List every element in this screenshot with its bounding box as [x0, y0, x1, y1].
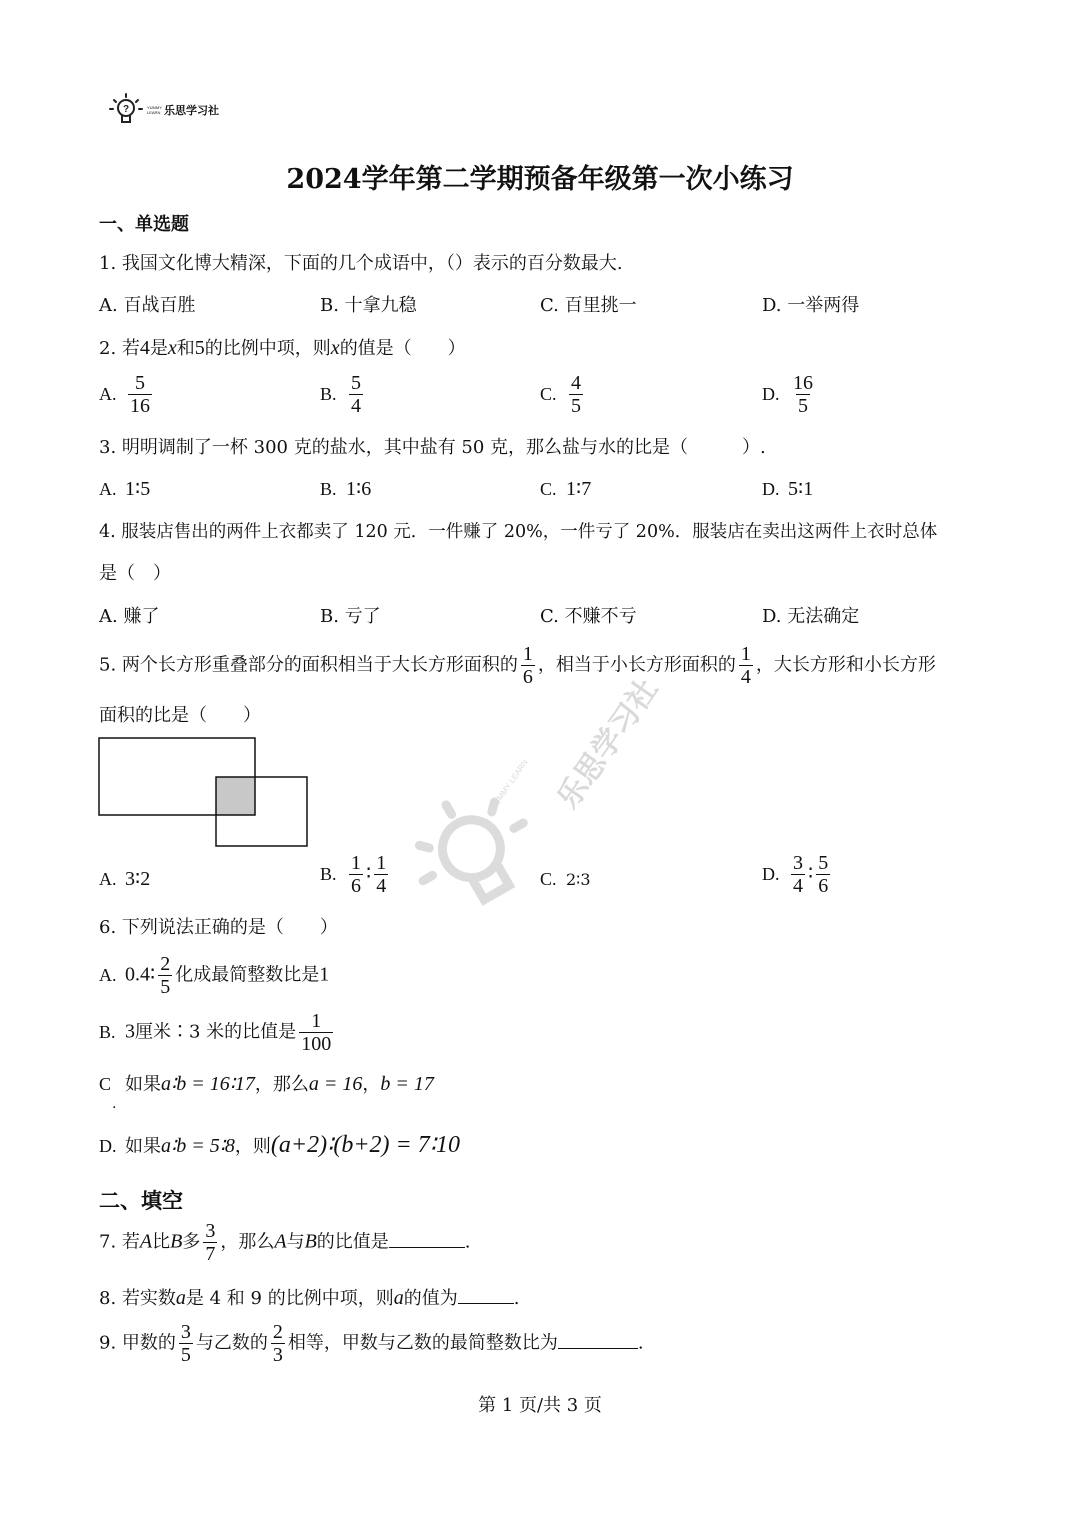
var: A — [274, 1230, 287, 1253]
watermark-brand-text: 乐思学习社 — [550, 672, 666, 816]
numerator: 3 — [180, 1321, 191, 1343]
q6-option-c — [99, 1073, 434, 1096]
question-6: 6. 下列说法正确的是（ ） — [99, 917, 338, 938]
denominator: 5 — [180, 1344, 191, 1366]
option-label: C — [99, 1074, 112, 1094]
math: (a+2)∶(b+2) = 7∶10 — [270, 1132, 460, 1158]
q6-option-c-dot: . — [112, 1096, 117, 1112]
math: 1 — [319, 963, 330, 986]
q2-var: x — [167, 337, 177, 359]
q1-option-c: C. 百里挑一 — [540, 295, 637, 316]
option-label: B. — [320, 383, 337, 404]
option-label: A. — [99, 479, 117, 499]
q2-text: 的比例中项，则 — [204, 338, 331, 359]
denominator: 6 — [351, 875, 361, 897]
q6-option-a — [99, 953, 329, 998]
q2-num: 4 — [139, 337, 150, 359]
q2-text: 是 — [149, 338, 168, 359]
option-text: ，那么 — [254, 1074, 309, 1095]
q2-var: x — [330, 337, 340, 359]
denominator: 7 — [205, 1243, 216, 1265]
var: B — [170, 1230, 183, 1253]
numerator: 16 — [793, 372, 813, 394]
option-label: A. — [99, 869, 117, 889]
q7-text: 7. 若 — [99, 1231, 140, 1253]
var: a — [393, 1287, 404, 1309]
numerator: 5 — [818, 852, 829, 874]
denominator: 100 — [301, 1033, 332, 1055]
option-text: 如果 — [125, 1074, 161, 1095]
question-3: 3. 明明调制了一杯 300 克的盐水，其中盐有 50 克，那么盐与水的比是（ ）. — [99, 437, 766, 458]
option-label: B. — [99, 1021, 116, 1042]
fraction — [791, 852, 805, 897]
option-value: 1∶6 — [346, 478, 372, 500]
q8-text: 的值为 — [403, 1288, 458, 1309]
fraction — [349, 372, 363, 417]
question-2 — [99, 337, 466, 360]
q5-text: 5. 两个长方形重叠部分的面积相当于大长方形面积的 — [99, 654, 518, 676]
question-5-line1 — [99, 643, 936, 688]
numerator: 1 — [376, 852, 387, 874]
option-value: 3∶2 — [125, 868, 151, 890]
fraction — [349, 852, 363, 897]
q9-text: 9. 甲数的 — [99, 1332, 176, 1354]
fraction — [128, 372, 152, 417]
option-label: D. — [762, 383, 780, 404]
page-title: 2024学年第二学期预备年级第一次小练习 — [286, 164, 794, 195]
denominator: 6 — [818, 875, 829, 897]
q8-text: . — [513, 1288, 520, 1309]
q4-option-c: C. 不赚不亏 — [540, 606, 637, 627]
fraction — [179, 1321, 193, 1366]
question-5-line2: 面积的比是（ ） — [99, 705, 261, 726]
section-heading: 二、填空 — [99, 1188, 183, 1213]
fraction — [791, 372, 815, 417]
option-label: C. — [540, 383, 557, 404]
watermark-lightbulb-icon — [386, 766, 564, 944]
denominator: 4 — [351, 395, 361, 417]
question-8 — [99, 1285, 519, 1310]
question-4-line1: 4. 服装店售出的两件上衣都卖了 120 元．一件赚了 20%，一件亏了 20%．服装店在卖出这两件上衣时总体 — [99, 522, 938, 542]
q5-text: ，大长方形和小长方形 — [755, 654, 936, 676]
q2-text: 和 — [176, 338, 195, 359]
math: a∶b = 16∶17 — [161, 1073, 255, 1095]
q7-text: 比 — [152, 1231, 171, 1253]
q7-text: ，那么 — [220, 1231, 275, 1253]
q6-option-b — [99, 1010, 336, 1055]
numerator: 1 — [522, 643, 533, 665]
section-heading: 一、单选题 — [99, 214, 189, 235]
q1-option-a: A. 百战百胜 — [99, 295, 196, 316]
numerator: 1 — [351, 852, 361, 874]
fraction — [374, 852, 388, 897]
denominator: 3 — [272, 1344, 283, 1366]
denominator: 5 — [798, 395, 808, 417]
q4-option-b: B. 亏了 — [320, 606, 381, 627]
page-number: 第 1 页/共 3 页 — [478, 1395, 602, 1416]
var: a — [175, 1287, 186, 1309]
answer-blank[interactable] — [458, 1285, 514, 1304]
math: a = 16 — [308, 1073, 363, 1095]
q5-option-a — [99, 868, 150, 891]
option-label: A. — [99, 383, 117, 404]
q6-option-d — [99, 1134, 460, 1158]
q2-option-d — [762, 372, 818, 417]
q2-num: 5 — [194, 337, 205, 359]
q7-text: 的比值是 — [316, 1231, 389, 1253]
denominator: 4 — [740, 666, 751, 688]
fraction — [521, 643, 535, 688]
q7-text: 与 — [286, 1231, 305, 1253]
q1-option-b: B. 十拿九稳 — [320, 295, 417, 316]
math: 0.4∶ — [125, 963, 156, 986]
denominator: 6 — [522, 666, 533, 688]
logo-brand-text: 乐思学习社 — [164, 104, 219, 117]
answer-blank[interactable] — [389, 1229, 465, 1248]
option-label: D. — [99, 1136, 117, 1156]
q3-option-d — [762, 478, 813, 501]
q3-option-b — [320, 478, 371, 501]
numerator: 5 — [351, 372, 361, 394]
option-label: D. — [762, 863, 780, 884]
q1-option-d: D. 一举两得 — [762, 295, 860, 316]
math: 3 — [125, 1020, 135, 1043]
math: b = 17 — [380, 1073, 434, 1095]
numerator: 1 — [740, 643, 751, 665]
option-text: 厘米∶3 米的比值是 — [135, 1021, 297, 1043]
denominator: 16 — [130, 395, 150, 417]
q5-option-c — [540, 868, 591, 891]
logo-small-text: YUMMY LEARN — [147, 105, 162, 115]
q4-option-d: D. 无法确定 — [762, 606, 860, 627]
numerator: 5 — [135, 372, 145, 394]
option-label: B. — [320, 863, 337, 884]
q2-option-b — [320, 372, 366, 417]
option-value: 5∶1 — [788, 478, 814, 500]
denominator: 5 — [160, 976, 171, 998]
q9-text: . — [637, 1332, 644, 1354]
q8-text: 是 4 和 9 的比例中项，则 — [185, 1288, 394, 1309]
brand-logo — [108, 92, 219, 128]
numerator: 3 — [205, 1220, 216, 1242]
svg-text:?: ? — [123, 104, 130, 115]
option-value: 2∶3 — [566, 870, 591, 889]
overlapping-rectangles-figure — [97, 736, 312, 850]
question-7 — [99, 1220, 471, 1265]
lightbulb-icon — [108, 92, 144, 128]
q5-text: ，相当于小长方形面积的 — [537, 654, 736, 676]
answer-blank[interactable] — [558, 1330, 638, 1349]
numerator: 1 — [311, 1010, 322, 1032]
q8-text: 8. 若实数 — [99, 1288, 176, 1309]
option-value: 1∶7 — [566, 478, 592, 500]
q7-text: . — [464, 1231, 471, 1253]
q5-option-d: D. $\frac{3}{4}$ ∶ $\frac{5}{6}$ — [762, 852, 829, 897]
option-value: 1∶5 — [125, 478, 151, 500]
q5-option-b: B. $\frac{1}{6}$ ∶ $\frac{1}{4}$ — [320, 852, 387, 897]
option-text: ， — [362, 1074, 381, 1095]
denominator: 5 — [571, 395, 581, 417]
overlap-shaded-region — [216, 777, 255, 815]
option-label: C. — [540, 869, 557, 889]
option-text: 如果 — [125, 1136, 161, 1157]
math: a∶b = 5∶8 — [161, 1135, 235, 1157]
fraction — [739, 643, 753, 688]
var: B — [304, 1230, 317, 1253]
fraction — [299, 1010, 333, 1055]
numerator: 2 — [272, 1321, 283, 1343]
fraction — [158, 953, 172, 998]
numerator: 3 — [793, 852, 803, 874]
question-4-line2: 是（ ） — [99, 563, 171, 584]
option-text: 化成最简整数比是 — [175, 964, 320, 986]
question-9 — [99, 1321, 644, 1366]
q3-option-c — [540, 478, 591, 501]
q3-option-a — [99, 478, 150, 501]
option-label: A. — [99, 964, 117, 985]
q2-text: 2. 若 — [99, 338, 140, 359]
var: A — [139, 1230, 153, 1253]
numerator: 4 — [571, 372, 581, 394]
option-label: B. — [320, 479, 337, 499]
option-label: D. — [762, 479, 780, 499]
denominator: 4 — [793, 875, 803, 897]
q7-text: 多 — [182, 1231, 201, 1253]
watermark-small-text: YUMMY LEARN — [488, 757, 530, 812]
numerator: 2 — [160, 953, 171, 975]
fraction — [816, 852, 830, 897]
fraction — [271, 1321, 285, 1366]
option-text: ，则 — [234, 1136, 271, 1157]
q9-text: 相等，甲数与乙数的最简整数比为 — [287, 1332, 558, 1354]
denominator: 4 — [376, 875, 387, 897]
option-label: C. — [540, 479, 557, 499]
q9-text: 与乙数的 — [195, 1332, 268, 1354]
q4-option-a: A. 赚了 — [99, 606, 160, 627]
q2-text: 的值是（ ） — [339, 338, 466, 359]
fraction — [203, 1220, 217, 1265]
q2-option-c — [540, 372, 586, 417]
question-1: 1. 我国文化博大精深，下面的几个成语中，（）表示的百分数最大. — [99, 253, 623, 274]
q2-option-a — [99, 372, 155, 417]
fraction — [569, 372, 583, 417]
